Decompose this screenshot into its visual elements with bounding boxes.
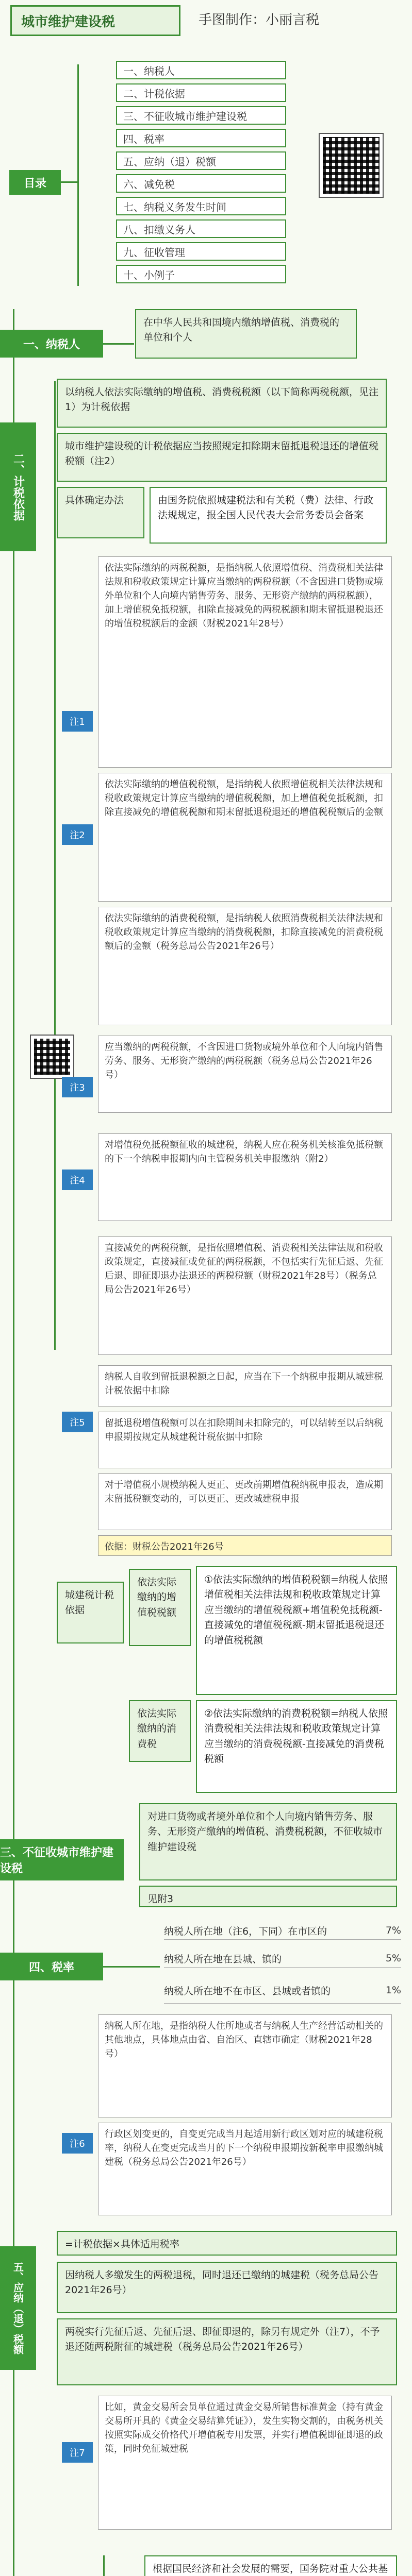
s2-sub-b: ②依法实际缴纳的消费税税额=纳税人依照消费税相关法律法规和税收政策规定计算应当缴纳的消费税税额-直接减免的消费税税额 [196, 1700, 397, 1793]
section-1-connector [103, 343, 134, 345]
s2-note5e: 依据：财税公告2021年26号 [98, 1535, 392, 1556]
s5-text1: 因纳税人多缴发生的两税退税，同时退还已缴纳的城建税（税务总局公告2021年26号） [57, 2262, 397, 2313]
toc-item[interactable]: 一、纳税人 [116, 61, 286, 79]
toc-connector [77, 64, 79, 286]
s3-ref: 见附3 [139, 1886, 397, 1907]
toc-item[interactable]: 六、减免税 [116, 174, 286, 193]
main-spine [13, 309, 14, 2576]
rate-value: 1% [385, 1985, 401, 1996]
s3-text: 对进口货物或者境外单位和个人向境内销售劳务、服务、无形资产缴纳的增值税、消费税税额，不征收城市维护建设税 [139, 1803, 397, 1880]
note-tag: 注6 [62, 2133, 93, 2154]
qr-code-icon [31, 1036, 73, 1078]
toc-list [116, 61, 286, 287]
author-credit: 手图制作：小丽言税 [199, 12, 320, 28]
section-3-head: 三、不征收城市维护建设税 [0, 1839, 124, 1880]
toc-item[interactable]: 三、不征收城市维护建设税 [116, 106, 286, 125]
s2-box2: 城市维护建设税的计税依据应当按照规定扣除期末留抵退税退还的增值税税额（注2） [57, 433, 387, 482]
s5-formula: =计税依据×具体适用税率 [57, 2231, 397, 2256]
s2-note5d: 对于增值税小规模纳税人更正、更改前期增值税纳税申报表，造成期末留抵税额变动的，可以更正、更改城建税申报 [98, 1473, 392, 1530]
toc-item[interactable]: 九、征收管理 [116, 242, 286, 261]
section-1-text: 在中华人民共和国境内缴纳增值税、消费税的单位和个人 [135, 309, 357, 359]
section-6-branch [103, 2555, 105, 2576]
qr-code-icon [320, 134, 383, 197]
toc-item[interactable]: 五、应纳（退）税额 [116, 151, 286, 170]
s2-note4: 对增值税免抵税额征收的城建税，纳税人应在税务机关核准免抵税额的下一个纳税申报期内向主管税务机关申报缴纳（附2） [98, 1133, 392, 1221]
s2-sub-b-label: 依法实际缴纳的消费税 [129, 1700, 191, 1762]
s2-sub-head: 城建税计税依据 [57, 1582, 124, 1643]
rate-value: 7% [385, 1925, 401, 1936]
rate-row: 纳税人所在地不在市区、县城或者镇的 1% [164, 1977, 401, 2004]
note-tag: 注1 [62, 711, 93, 732]
section-5-head: 五、应纳（退）税额 [0, 2246, 36, 2370]
rate-row: 纳税人所在地（注6，下同）在市区的 7% [164, 1922, 401, 1940]
toc-label: 目录 [9, 170, 61, 195]
section-2-branch [54, 381, 56, 1350]
toc-item[interactable]: 十、小例子 [116, 265, 286, 283]
s2-sub-a: ①依法实际缴纳的增值税税额=纳税人依照增值税相关法律法规和税收政策规定计算应当缴纳的增值税税额+增值税免抵税额-直接减免的增值税税额-期末留抵退税退还的增值税税额 [196, 1566, 397, 1695]
s2-note2a: 依法实际缴纳的增值税税额，是指纳税人依照增值税相关法律法规和税收政策规定计算应当缴纳的增值税税额，加上增值税免抵税额，扣除直接减免的增值税税额和期末留抵退税退还的增值税税额后的金额 [98, 773, 392, 902]
page-title-text: 城市维护建设税 [21, 14, 116, 30]
rate-row: 纳税人所在地在县城、镇的 5% [164, 1950, 401, 1968]
s2-sub-a-label: 依法实际缴纳的增值税税额 [129, 1569, 191, 1646]
note-tag: 注2 [62, 824, 93, 845]
rate-value: 5% [385, 1953, 401, 1964]
s5-note7: 比如，黄金交易所会员单位通过黄金交易所销售标准黄金（持有黄金交易所开具的《黄金交易结算凭证》），发生实物交割的，由税务机关按照实际成交价格代开增值税专用发票，并实行增值税即征即退的政策，同时免征城建税 [98, 2396, 392, 2530]
s2-note1: 依法实际缴纳的两税税额，是指纳税人依照增值税、消费税相关法律法规和税收政策规定计算应当缴纳的两税税额（不含因进口货物或境外单位和个人向境内销售劳务、服务、无形资产缴纳的两税税额），加上增值税免抵税额，扣除直接减免的两税税额和期末留抵退税退还的增值税税额后的金额（财税2021年28号） [98, 556, 392, 768]
note-tag: 注4 [62, 1170, 93, 1190]
toc-item[interactable]: 四、税率 [116, 129, 286, 147]
toc-item[interactable]: 八、扣缴义务人 [116, 219, 286, 238]
note-tag: 注7 [62, 2442, 93, 2463]
s5-text2: 两税实行先征后返、先征后退、即征即退的，除另有规定外（注7），不予退还随两税附征的城建税（税务总局公告2021年26号） [57, 2318, 397, 2385]
note-tag: 注5 [62, 1412, 93, 1432]
s2-note2b: 依法实际缴纳的消费税税额，是指纳税人依照消费税相关法律法规和税收政策规定计算应当缴纳的消费税税额，扣除直接减免的消费税税额后的金额（税务总局公告2021年26号） [98, 907, 392, 1025]
s2-note5c: 留抵退税增值税额可以在扣除期间未扣除完的，可以结转至以后纳税申报期按规定从城建税计税依据中扣除 [98, 1412, 392, 1468]
toc-item[interactable]: 二、计税依据 [116, 83, 286, 102]
s2-box1: 以纳税人依法实际缴纳的增值税、消费税税额（以下简称两税税额，见注1）为计税依据 [57, 379, 387, 428]
section-4-connector [103, 1966, 160, 1968]
s6-intro: 根据国民经济和社会发展的需要，国务院对重大公共基 [144, 2555, 397, 2576]
section-4-head: 四、税率 [0, 1953, 103, 1980]
note-tag: 注3 [62, 1077, 93, 1097]
page-title [10, 5, 180, 36]
s2-note5b: 纳税人自收到留抵退税额之日起，应当在下一个纳税申报期从城建税计税依据中扣除 [98, 1365, 392, 1406]
s4-note6a: 纳税人所在地，是指纳税人住所地或者与纳税人生产经营活动相关的其他地点，具体地点由省、自治区、直辖市确定（财税2021年28号） [98, 2014, 392, 2117]
section-1-head: 一、纳税人 [0, 330, 103, 358]
toc-branch [61, 181, 78, 183]
s2-law-text: 由国务院依照城建税法和有关税（费）法律、行政法规规定，报全国人民代表大会常务委员会备案 [150, 487, 387, 544]
s2-law-label: 具体确定办法 [57, 487, 144, 538]
s4-note6b: 行政区划变更的，自变更完成当月起适用新行政区划对应的城建税税率，纳税人在变更完成当月的下一个纳税申报期按新税率申报缴纳城建税（税务总局公告2021年26号） [98, 2123, 392, 2215]
toc-item[interactable]: 七、纳税义务发生时间 [116, 197, 286, 215]
section-2-head: 二、计税依据 [0, 422, 36, 551]
s2-note3: 应当缴纳的两税税额，不含因进口货物或境外单位和个人向境内销售劳务、服务、无形资产缴纳的两税税额（税务总局公告2021年26号） [98, 1036, 392, 1113]
s2-note5a: 直接减免的两税税额，是指依照增值税、消费税相关法律法规和税收政策规定，直接减征或免征的两税税额，不包括实行先征后返、先征后退、即征即退办法退还的两税税额（财税2021年28号）（税务总局公告2021年26号） [98, 1236, 392, 1355]
